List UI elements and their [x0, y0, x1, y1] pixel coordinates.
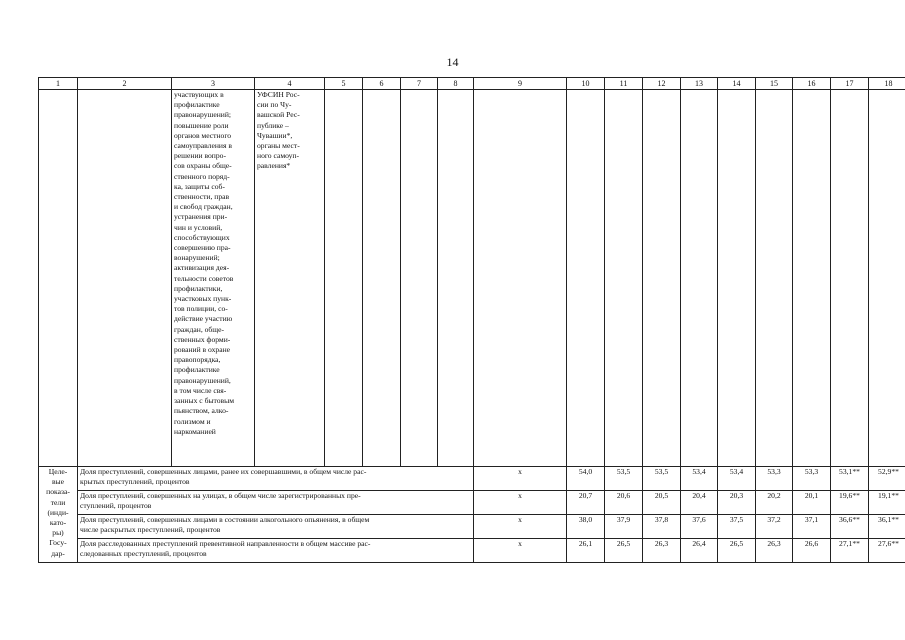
indicator-value: 26,5	[718, 539, 756, 563]
indicator-value: 27,6**	[869, 539, 905, 563]
text-line: чин и условий,	[174, 222, 223, 232]
indicator-value: 20,3	[718, 491, 756, 515]
header-cell-8: 8	[438, 78, 474, 90]
header-cell-7: 7	[401, 78, 438, 90]
indicator-value: 53,4	[681, 467, 718, 491]
indicator-text	[78, 491, 474, 515]
cell-col2	[78, 90, 172, 467]
indicator-value: 26,3	[756, 539, 793, 563]
text-line: тели	[50, 497, 66, 507]
text-line: Чувашии*,	[257, 130, 293, 140]
indicator-value: 26,4	[681, 539, 718, 563]
cell-col6	[363, 90, 401, 467]
indicator-value: 26,5	[605, 539, 643, 563]
text-line: вонарушений;	[174, 253, 220, 263]
text-line: правонарушений;	[174, 110, 232, 120]
text-line: равления*	[257, 161, 291, 171]
indicator-value: 53,5	[605, 467, 643, 491]
indicator-value: 20,5	[643, 491, 681, 515]
header-cell-18: 18	[869, 78, 905, 90]
indicator-value: 53,1**	[831, 467, 869, 491]
text-line: Доля расследованных преступлений превентивной направленности в общем массиве рас-	[80, 539, 371, 548]
text-line: ры)	[52, 528, 64, 538]
header-cell-10: 10	[567, 78, 605, 90]
indicator-value: 37,6	[681, 515, 718, 539]
text-line: профилактике	[174, 365, 220, 375]
header-cell-15: 15	[756, 78, 793, 90]
indicator-value: 37,1	[793, 515, 831, 539]
cell-col8	[438, 90, 474, 467]
text-line: профилактики,	[174, 283, 223, 293]
text-line: активизация дея-	[174, 263, 230, 273]
header-cell-1: 1	[39, 78, 78, 90]
indicator-row	[39, 467, 905, 491]
indicator-row	[39, 539, 905, 563]
text-line: правопорядка,	[174, 355, 221, 365]
indicator-value: 53,3	[756, 467, 793, 491]
indicators-label	[39, 467, 78, 563]
header-cell-14: 14	[718, 78, 756, 90]
measure-description	[172, 90, 255, 467]
text-line: Целе-	[48, 467, 68, 476]
measure-row	[39, 90, 905, 467]
text-line: самоуправления в	[174, 141, 232, 151]
text-line: участковых пунк-	[174, 294, 232, 304]
indicator-base-value: х	[474, 539, 567, 563]
text-line: пьянством, алко-	[174, 406, 229, 416]
cell-col10	[567, 90, 605, 467]
program-table	[38, 77, 905, 563]
text-line: Доля преступлений, совершенных лицами в состоянии алкогольного опьянения, в общем	[80, 515, 370, 524]
text-line: сии по Чу-	[257, 100, 292, 110]
executors-cell	[255, 90, 325, 467]
indicator-text	[78, 467, 474, 491]
indicators-body	[39, 467, 905, 563]
header-cell-11: 11	[605, 78, 643, 90]
text-line: вашской Рес-	[257, 110, 300, 120]
text-line: способствующих	[174, 232, 230, 242]
text-line: органы мест-	[257, 141, 300, 151]
text-line: занных с бытовым	[174, 396, 235, 406]
cell-col7	[401, 90, 438, 467]
cell-col1	[39, 90, 78, 467]
text-line: Доля преступлений, совершенных лицами, ранее их совершавшими, в общем числе рас-	[80, 467, 367, 476]
cell-col17	[831, 90, 869, 467]
text-line: органов местного	[174, 130, 232, 140]
indicator-value: 37,8	[643, 515, 681, 539]
indicator-value: 53,4	[718, 467, 756, 491]
indicator-value: 53,5	[643, 467, 681, 491]
indicator-value: 19,6**	[831, 491, 869, 515]
indicator-base-value: х	[474, 467, 567, 491]
indicator-text	[78, 539, 474, 563]
indicator-value: 20,6	[605, 491, 643, 515]
text-line: участвующих в	[174, 90, 224, 99]
header-cell-13: 13	[681, 78, 718, 90]
page-number: 14	[446, 55, 459, 69]
text-line: правонарушений,	[174, 375, 231, 385]
text-line: тов полиции, со-	[174, 304, 228, 314]
indicator-row	[39, 491, 905, 515]
text-line: ного самоуп-	[257, 151, 300, 161]
text-line: совершению пра-	[174, 243, 231, 253]
text-line: вые	[51, 477, 65, 487]
header-cell-17: 17	[831, 78, 869, 90]
text-line: публике –	[257, 120, 289, 130]
indicator-value: 20,2	[756, 491, 793, 515]
indicator-value: 26,3	[643, 539, 681, 563]
text-line: крытых преступлений, процентов	[80, 477, 190, 487]
indicator-value: 54,0	[567, 467, 605, 491]
header-cell-3: 3	[172, 78, 255, 90]
cell-col16	[793, 90, 831, 467]
cell-col12	[643, 90, 681, 467]
header-cell-5: 5	[325, 78, 363, 90]
indicator-value: 37,5	[718, 515, 756, 539]
header-cell-2: 2	[78, 78, 172, 90]
header-cell-9: 9	[474, 78, 567, 90]
text-line: числе раскрытых преступлений, процентов	[80, 525, 221, 535]
text-line: Доля преступлений, совершенных на улицах, в общем числе зарегистрированных пре-	[80, 491, 361, 500]
indicator-value: 52,9**	[869, 467, 905, 491]
text-line: граждан, обще-	[174, 324, 225, 334]
indicator-value: 36,1**	[869, 515, 905, 539]
text-line: ступлений, процентов	[80, 501, 152, 511]
indicator-value: 27,1**	[831, 539, 869, 563]
text-line: ка, защиты соб-	[174, 181, 225, 191]
indicator-value: 20,4	[681, 491, 718, 515]
text-line: (инди-	[47, 507, 69, 517]
cell-col9	[474, 90, 567, 467]
text-line: показа-	[46, 487, 70, 497]
text-line: и свобод граждан,	[174, 202, 233, 212]
text-line: решении вопро-	[174, 151, 226, 161]
header-cell-4: 4	[255, 78, 325, 90]
text-line: устранения при-	[174, 212, 228, 222]
cell-col5	[325, 90, 363, 467]
indicator-value: 53,3	[793, 467, 831, 491]
indicator-value: 36,6**	[831, 515, 869, 539]
cell-col13	[681, 90, 718, 467]
text-line: действие участию	[174, 314, 233, 324]
indicator-value: 37,2	[756, 515, 793, 539]
indicator-value: 26,6	[793, 539, 831, 563]
text-line: тельности советов	[174, 273, 234, 283]
text-line: следованных преступлений, процентов	[80, 549, 207, 559]
text-line: ственности, прав	[174, 192, 230, 202]
text-line: ственных форми-	[174, 334, 231, 344]
text-line: рований в охране	[174, 345, 231, 355]
text-line: повышение роли	[174, 120, 229, 130]
text-line: Госу-	[49, 538, 67, 548]
text-line: ственного поряд-	[174, 171, 230, 181]
text-line: сов охраны обще-	[174, 161, 232, 171]
header-row	[39, 78, 905, 90]
text-line: голизмом и	[174, 416, 211, 426]
indicator-value: 26,1	[567, 539, 605, 563]
text-line: УФСИН Рос-	[257, 90, 300, 99]
text-line: дар-	[51, 548, 65, 558]
header-cell-6: 6	[363, 78, 401, 90]
text-line: наркоманией	[174, 426, 216, 436]
indicator-value: 20,7	[567, 491, 605, 515]
indicator-base-value: х	[474, 491, 567, 515]
header-cell-12: 12	[643, 78, 681, 90]
indicator-text	[78, 515, 474, 539]
cell-col15	[756, 90, 793, 467]
indicator-value: 19,1**	[869, 491, 905, 515]
indicator-base-value: х	[474, 515, 567, 539]
cell-col18	[869, 90, 905, 467]
cell-col14	[718, 90, 756, 467]
text-line: профилактике	[174, 100, 220, 110]
text-line: като-	[49, 518, 67, 528]
indicator-value: 20,1	[793, 491, 831, 515]
indicator-row	[39, 515, 905, 539]
indicator-value: 37,9	[605, 515, 643, 539]
text-line: в том числе свя-	[174, 385, 227, 395]
header-cell-16: 16	[793, 78, 831, 90]
cell-col11	[605, 90, 643, 467]
indicator-value: 38,0	[567, 515, 605, 539]
